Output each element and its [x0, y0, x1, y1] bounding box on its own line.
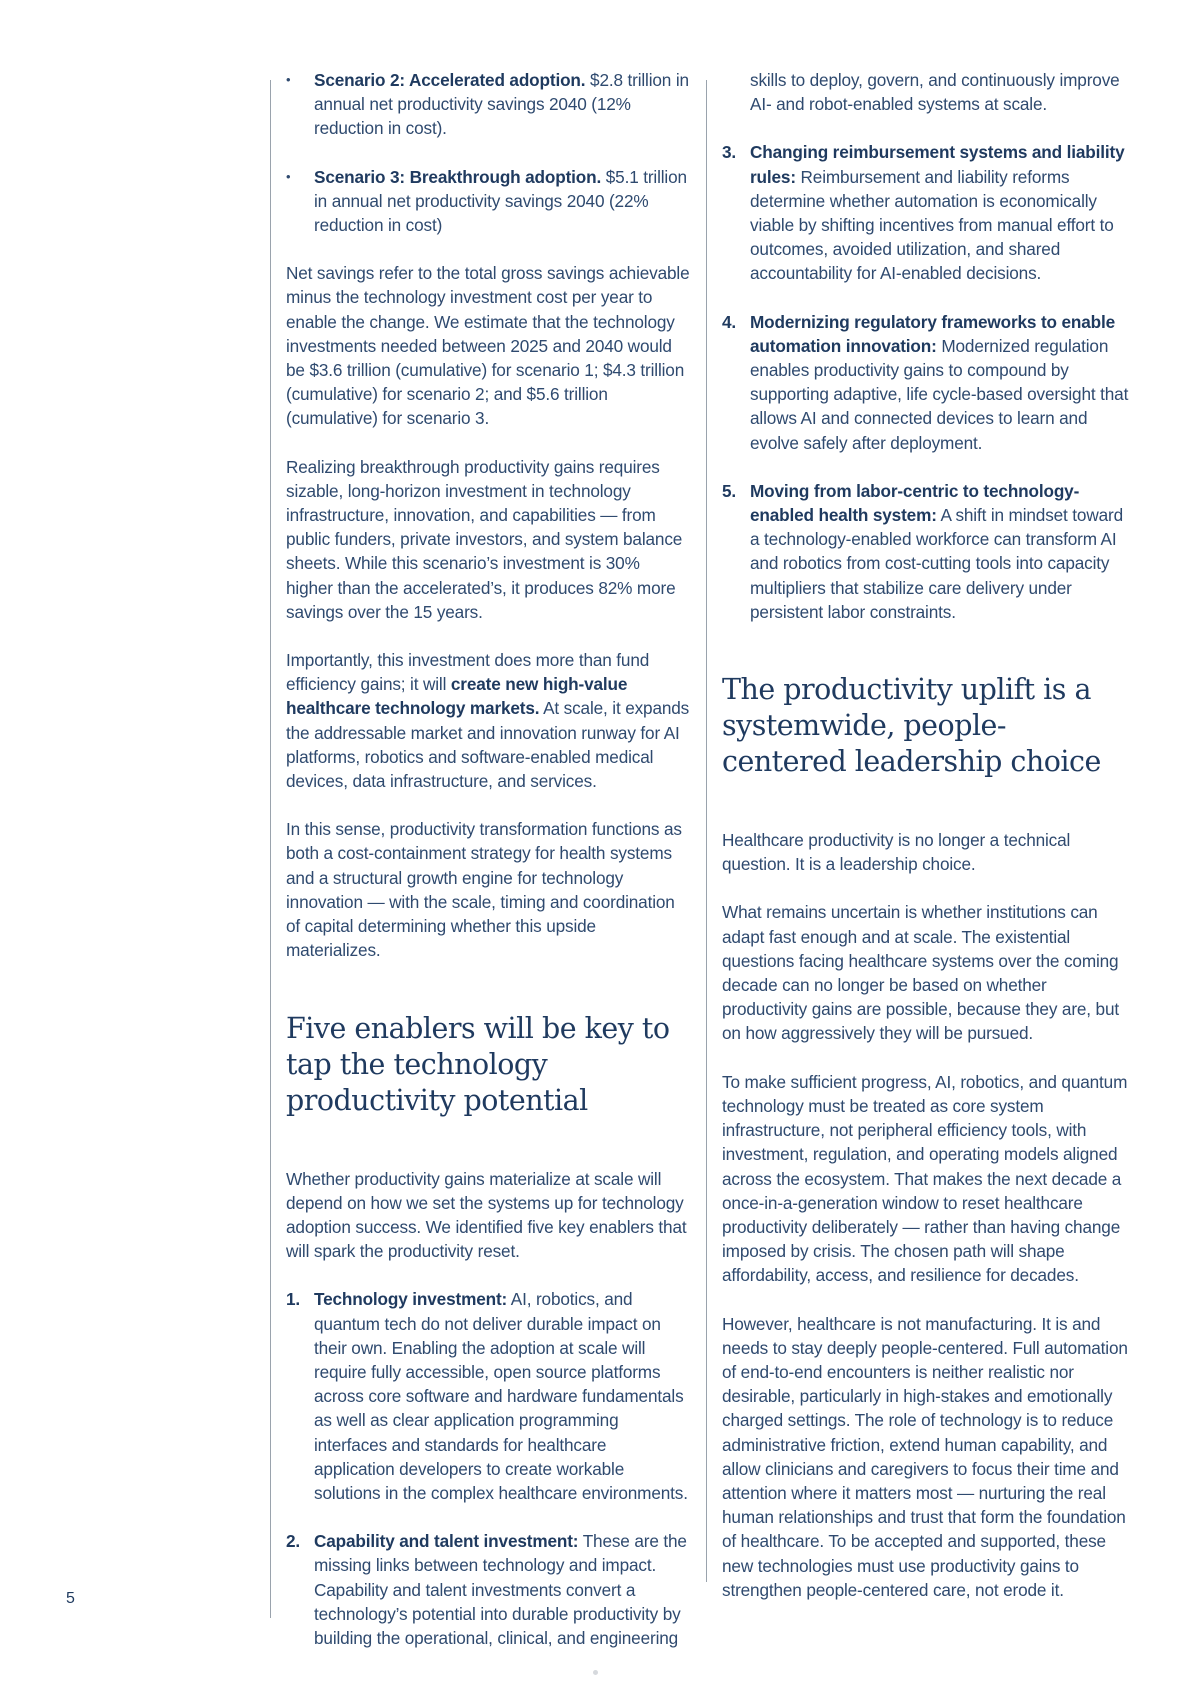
- footer-dot: [593, 1670, 598, 1675]
- net-savings-paragraph: Net savings refer to the total gross savings achievable minus the technology investment cost per year to enable the change. We estimate that the technology investments needed between 2025 and 2040 would be $3.6 trillion (cumulative) for scenario 1; $4.3 trillion (cumulative) for scenario 2; and $5.6 trillion (cumulative) for scenario 3.: [286, 263, 690, 429]
- leadership-heading: The productivity uplift is a systemwide, people-centered leadership choice: [722, 673, 1101, 779]
- transformation-paragraph: In this sense, productivity transformation functions as both a cost-containment strategy for health systems and a structural growth engine for technology innovation — with the scale, timing and coordination of capital determining whether this upside materializes.: [286, 819, 682, 961]
- enablers-list-right: [722, 140, 1130, 624]
- enabler-1-item: 1. Technology investment: AI, robotics, and quantum tech do not deliver durable impact on their own. Enabling the adoption at scale will require fully accessible, open source platforms across core software and hardware fundamentals as well as clear application programming interfaces and standards for healthcare application developers to create workable solutions in the complex healthcare environments.: [286, 1289, 688, 1503]
- page-number: 5: [66, 1590, 75, 1607]
- people-centered-paragraph: However, healthcare is not manufacturing. It is and needs to stay deeply people-centered. Full automation of end-to-end encounters is neither realistic nor desirable, particularly in high-stakes and emotionally charged settings. The role of technology is to reduce administrative friction, extend human capability, and allow clinicians and caregivers to focus their time and attention where it matters most — nurturing the real human relationships and trust that form the foundation of healthcare. To be accepted and supported, these new technologies must use productivity gains to strengthen people-centered care, not erode it.: [722, 1313, 1128, 1600]
- markets-paragraph: Importantly, this investment does more than fund efficiency gains; it will create new high-value healthcare technology markets. At scale, it expands the addressable market and innovation runway for AI platforms, robotics and software-enabled medical devices, data infrastructure, and services.: [286, 650, 690, 792]
- enabler-2-item: 2. Capability and talent investment: These are the missing links between technology and impact. Capability and talent investments convert a technology’s potential into durable productivity by building the operational, clinical, and engineering: [286, 1531, 687, 1648]
- enablers-intro-paragraph: Whether productivity gains materialize at scale will depend on how we set the systems up for technology adoption success. We identified five key enablers that will spark the productivity reset.: [286, 1168, 687, 1262]
- enablers-list-left: [286, 1287, 690, 1650]
- column-divider-rule: [706, 80, 707, 1582]
- leadership-paragraph: Healthcare productivity is no longer a technical question. It is a leadership choice.: [722, 830, 1071, 875]
- scenario-2-item: • Scenario 2: Accelerated adoption. $2.8 trillion in annual net productivity savings 2040 (12% reduction in cost).: [286, 68, 690, 141]
- enabler-3-item: 3. Changing reimbursement systems and liability rules: Reimbursement and liability reforms determine whether automation is economically viable by shifting incentives from manual effort to outcomes, avoided utilization, and shared accountability for AI-enabled decisions.: [722, 142, 1125, 284]
- scenario-3-item: • Scenario 3: Breakthrough adoption. $5.1 trillion in annual net productivity savings 2040 (22% reduction in cost): [286, 165, 690, 238]
- uncertainty-paragraph: What remains uncertain is whether institutions can adapt fast enough and at scale. The existential questions facing healthcare systems over the coming decade can no longer be based on whether productivity gains are possible, because they are, but on how aggressively they will be pursued.: [722, 902, 1119, 1044]
- enabler-2-continuation: skills to deploy, govern, and continuously improve AI- and robot-enabled systems at scale.: [750, 70, 1120, 115]
- enabler-4-item: 4. Modernizing regulatory frameworks to enable automation innovation: Modernized regulation enables productivity gains to compound by supporting adaptive, life cycle-based oversight that allows AI and connected devices to learn and evolve safely after deployment.: [722, 311, 1129, 453]
- enabler-5-item: 5. Moving from labor-centric to technology-enabled health system: A shift in mindset toward a technology-enabled workforce can transform AI and robotics from cost-cutting tools into capacity multipliers that stabilize care delivery under persistent labor constraints.: [722, 480, 1123, 622]
- progress-paragraph: To make sufficient progress, AI, robotics, and quantum technology must be treated as core system infrastructure, not peripheral efficiency tools, with investment, regulation, and operating models aligned across the ecosystem. That makes the next decade a once-in-a-generation window to reset healthcare productivity deliberately — rather than having change imposed by crisis. The chosen path will shape affordability, access, and resilience for decades.: [722, 1071, 1128, 1286]
- right-column: [722, 68, 1130, 1626]
- left-column: [286, 68, 690, 1674]
- scenario-list: [286, 68, 690, 237]
- left-margin-rule: [270, 80, 271, 1618]
- breakthrough-paragraph: Realizing breakthrough productivity gains requires sizable, long-horizon investment in technology infrastructure, innovation, and capabilities — from public funders, private investors, and system balance sheets. While this scenario’s investment is 30% higher than the accelerated’s, it produces 82% more savings over the 15 years.: [286, 456, 683, 622]
- enablers-heading: Five enablers will be key to tap the technology productivity potential: [286, 1011, 670, 1117]
